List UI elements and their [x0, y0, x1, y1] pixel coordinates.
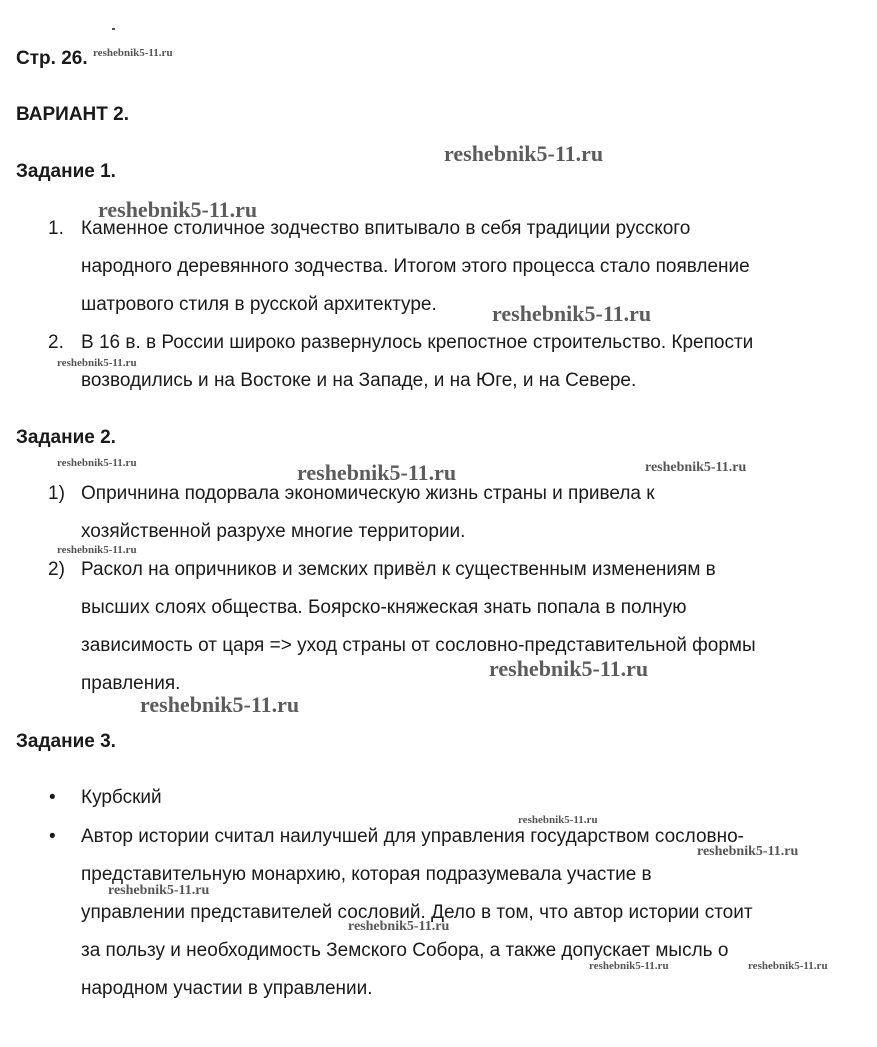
watermark: reshebnik5-11.ru	[108, 883, 210, 898]
item-line: шатрового стиля в русской архитектуре.	[81, 294, 437, 315]
bullet-icon: •	[49, 787, 56, 808]
task-1-title: Задание 1.	[16, 161, 116, 182]
item-line: В 16 в. в России широко развернулось крепостное строительство. Крепости	[81, 332, 754, 353]
variant-title: ВАРИАНТ 2.	[16, 104, 129, 125]
item-line: правления.	[81, 673, 181, 694]
watermark: reshebnik5-11.ru	[98, 197, 258, 222]
item-number: 2.	[48, 332, 64, 353]
item-line: представительную монархию, которая подразумевала участие в	[81, 864, 652, 885]
watermark: reshebnik5-11.ru	[748, 960, 828, 972]
item-line: народном участии в управлении.	[81, 978, 373, 999]
item-line: Каменное столичное зодчество впитывало в себя традиции русского	[81, 218, 691, 239]
item-line: народного деревянного зодчества. Итогом этого процесса стало появление	[81, 256, 750, 277]
watermark: reshebnik5-11.ru	[140, 692, 300, 717]
item-line: зависимость от царя => уход страны от сословно-представительной формы	[81, 635, 756, 656]
watermark: reshebnik5-11.ru	[518, 814, 598, 826]
item-line: хозяйственной разрухе многие территории.	[81, 521, 466, 542]
item-line: возводились и на Востоке и на Западе, и на Юге, и на Севере.	[81, 370, 637, 391]
item-number: 1.	[48, 218, 64, 239]
watermark: reshebnik5-11.ru	[589, 960, 669, 972]
watermark: reshebnik5-11.ru	[297, 460, 457, 485]
item-line: за пользу и необходимость Земского Собора, а также допускает мысль о	[81, 940, 729, 961]
watermark: reshebnik5-11.ru	[492, 301, 652, 326]
task-3-title: Задание 3.	[16, 731, 116, 752]
watermark: reshebnik5-11.ru	[697, 844, 799, 859]
item-line: Автор истории считал наилучшей для управления государством сословно-	[81, 826, 745, 847]
item-line: высших слоях общества. Боярско-княжеская знать попала в полную	[81, 597, 687, 618]
item-number: 1)	[48, 483, 65, 504]
watermark: reshebnik5-11.ru	[57, 357, 137, 369]
scan-mark	[112, 28, 115, 30]
item-line: Раскол на опричников и земских привёл к существенным изменениям в	[81, 559, 716, 580]
watermark: reshebnik5-11.ru	[489, 656, 649, 681]
watermark: reshebnik5-11.ru	[645, 460, 747, 475]
watermark: reshebnik5-11.ru	[444, 141, 604, 166]
item-line: Курбский	[81, 787, 162, 808]
watermark: reshebnik5-11.ru	[348, 919, 450, 934]
page-reference: Стр. 26.	[16, 48, 88, 69]
watermark: reshebnik5-11.ru	[93, 47, 173, 59]
item-line: управлении представителей сословий. Дело в том, что автор истории стоит	[81, 902, 753, 923]
item-number: 2)	[48, 559, 65, 580]
task-2-title: Задание 2.	[16, 427, 116, 448]
watermark: reshebnik5-11.ru	[57, 544, 137, 556]
watermark: reshebnik5-11.ru	[57, 457, 137, 469]
item-line: Опричнина подорвала экономическую жизнь страны и привела к	[81, 483, 655, 504]
bullet-icon: •	[49, 826, 56, 847]
